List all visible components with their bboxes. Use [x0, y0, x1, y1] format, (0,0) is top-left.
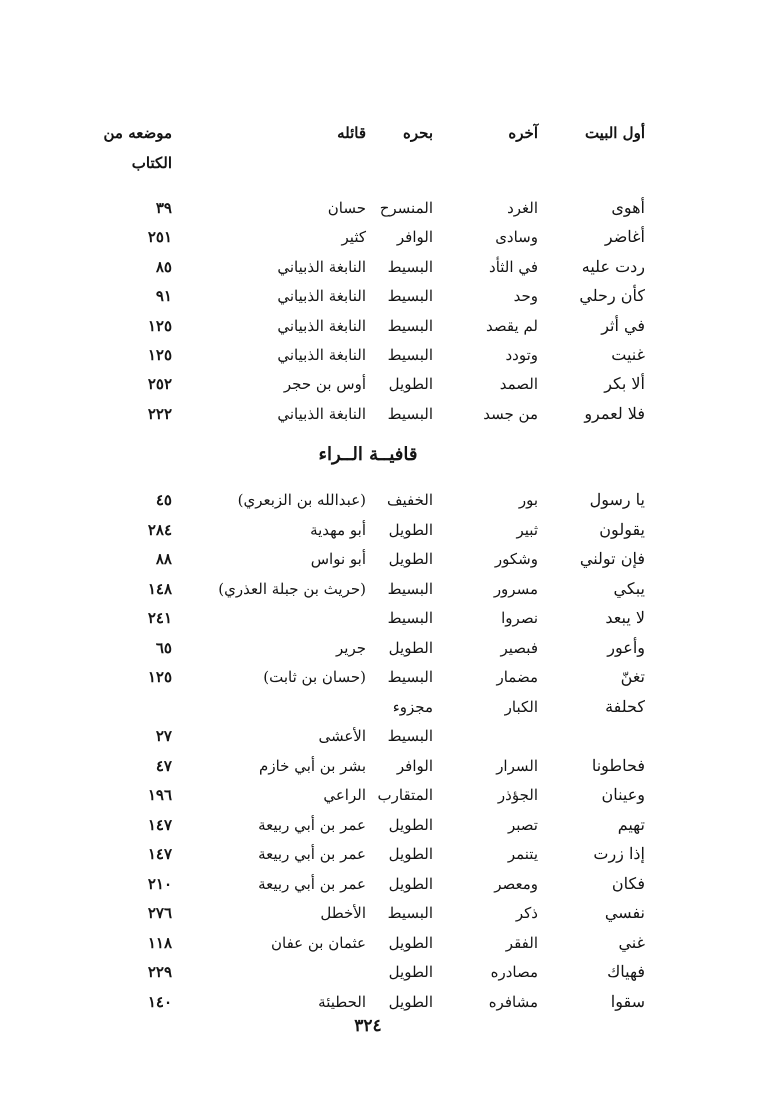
cell-poet: (عبدالله بن الزبعري)	[237, 491, 366, 509]
table-row	[0, 634, 760, 662]
cell-first-word: لا يبعد	[605, 608, 645, 627]
cell-poet: النابغة الذبياني	[277, 404, 366, 423]
table-row	[0, 341, 760, 369]
cell-page: ٢١٠	[147, 874, 172, 893]
table-row	[0, 575, 760, 603]
cell-meter: الطويل	[388, 963, 433, 981]
cell-meter: الطويل	[388, 550, 433, 568]
cell-meter: الطويل	[388, 992, 433, 1011]
cell-first-word: وأعور	[607, 637, 645, 657]
header-first-word: أول البيت	[584, 124, 645, 142]
cell-meter: البسيط	[387, 668, 433, 686]
cell-last-word: يتنمر	[507, 845, 538, 863]
cell-meter: مجزوء	[392, 697, 433, 716]
table-row	[0, 663, 760, 691]
cell-last-word: ذكر	[515, 904, 538, 922]
cell-page: ٣٩	[155, 199, 172, 217]
cell-last-word: فبصير	[500, 638, 538, 657]
cell-page: ٨٨	[155, 550, 172, 568]
table-row	[0, 988, 760, 1016]
cell-last-word: وسادى	[495, 228, 538, 247]
cell-page: ٤٥	[155, 491, 172, 509]
cell-page: ١٤٠	[147, 992, 172, 1011]
cell-first-word: غني	[618, 932, 645, 952]
cell-first-word: وعينان	[601, 785, 645, 804]
cell-first-word: يا رسول	[589, 490, 645, 509]
table-row	[0, 899, 760, 927]
table-row	[0, 194, 760, 222]
cell-meter: الوافر	[396, 756, 433, 775]
cell-page: ١٢٥	[147, 668, 172, 686]
cell-meter: المنسرح	[379, 199, 433, 217]
cell-last-word: مضمار	[496, 668, 538, 686]
cell-poet: أبو مهدية	[310, 520, 366, 539]
section-title	[0, 444, 760, 465]
cell-last-word: نصروا	[501, 609, 538, 627]
cell-last-word: ومعصر	[494, 874, 538, 893]
cell-poet: حسان	[327, 199, 366, 217]
cell-poet: النابغة الذبياني	[277, 316, 366, 335]
cell-page: ١١٨	[147, 933, 172, 952]
header-location-line1: موضعه من	[103, 124, 172, 142]
cell-meter: البسيط	[387, 346, 433, 364]
cell-poet: النابغة الذبياني	[277, 346, 366, 364]
cell-last-word: الغرد	[507, 199, 538, 217]
cell-page: ١٢٥	[147, 316, 172, 335]
cell-first-word: تغنّ	[620, 667, 645, 686]
cell-last-word: في الثأد	[489, 257, 538, 276]
cell-last-word: وحد	[513, 287, 538, 306]
cell-page: ٢٨٤	[147, 520, 172, 539]
header-meter: بحره	[403, 124, 433, 142]
cell-page: ٢٢٩	[147, 963, 172, 981]
cell-page: ١٤٧	[147, 845, 172, 863]
cell-meter: الطويل	[388, 375, 433, 394]
table-row	[0, 781, 760, 809]
cell-poet: عمر بن أبي ربيعة	[258, 874, 366, 893]
cell-poet: (حريث بن جبلة العذري)	[218, 579, 366, 598]
header-last-word: آخره	[508, 124, 538, 142]
cell-meter: الطويل	[388, 520, 433, 539]
table-row	[0, 870, 760, 898]
table-row	[0, 840, 760, 868]
header-location-line2: الكتاب	[131, 154, 172, 172]
cell-poet: الراعي	[323, 786, 366, 804]
cell-meter: المتقارب	[377, 786, 433, 804]
cell-last-word: مسرور	[493, 579, 538, 598]
cell-page: ٢٥٢	[147, 375, 172, 394]
cell-poet: كثير	[341, 228, 366, 247]
table-row	[0, 752, 760, 780]
cell-first-word: ألا بكر	[604, 374, 645, 394]
cell-poet: عمر بن أبي ربيعة	[258, 815, 366, 834]
table-row	[0, 486, 760, 514]
cell-first-word: في أثر	[601, 315, 645, 335]
cell-page: ٨٥	[155, 257, 172, 276]
table-row	[0, 545, 760, 573]
cell-last-word: مصادره	[490, 963, 538, 981]
cell-first-word: فكان	[611, 873, 645, 893]
table-row	[0, 722, 760, 750]
cell-last-word: بور	[518, 491, 538, 509]
cell-poet: (حسان بن ثابت)	[263, 668, 366, 686]
cell-meter: الطويل	[388, 638, 433, 657]
cell-page: ٩١	[155, 287, 172, 306]
cell-page: ١٤٨	[147, 579, 172, 598]
cell-page: ١٩٦	[147, 786, 172, 804]
cell-poet: بشر بن أبي خازم	[259, 756, 366, 775]
cell-meter: الوافر	[396, 228, 433, 247]
cell-page: ١٢٥	[147, 346, 172, 364]
table-row	[0, 516, 760, 544]
cell-page: ٢٧٦	[147, 904, 172, 922]
table-row	[0, 693, 760, 721]
cell-poet: أوس بن حجر	[283, 375, 366, 394]
section-title-text: قافيــة الــراء	[318, 444, 418, 465]
cell-first-word: كحلفة	[605, 696, 645, 716]
cell-first-word: أغاضر	[604, 227, 645, 247]
cell-page: ٤٧	[155, 756, 172, 775]
table-row	[0, 312, 760, 340]
cell-last-word: لم يقصد	[486, 316, 538, 335]
cell-first-word: نفسي	[604, 903, 645, 922]
cell-first-word: يقولون	[599, 519, 645, 539]
cell-first-word: فهياك	[607, 962, 645, 981]
table-row	[0, 370, 760, 398]
cell-meter: البسيط	[387, 579, 433, 598]
cell-poet: الأخطل	[320, 904, 366, 922]
cell-page: ١٤٧	[147, 815, 172, 834]
cell-meter: الطويل	[388, 845, 433, 863]
cell-poet: الأعشى	[318, 727, 366, 745]
cell-first-word: تهيم	[617, 814, 645, 834]
cell-meter: الطويل	[388, 874, 433, 893]
table-row	[0, 253, 760, 281]
cell-page: ٢٥١	[147, 228, 172, 247]
cell-poet: النابغة الذبياني	[277, 257, 366, 276]
cell-last-word: الفقر	[505, 933, 538, 952]
cell-last-word: الجؤذر	[497, 786, 538, 804]
cell-first-word: فلا لعمرو	[584, 403, 645, 423]
page-number-text: ٣٢٤	[354, 1016, 382, 1036]
cell-last-word: وتودد	[505, 346, 538, 364]
cell-page: ٢٤١	[147, 609, 172, 627]
cell-last-word: الكبار	[504, 697, 538, 716]
table-row	[0, 223, 760, 251]
cell-last-word: السرار	[496, 756, 538, 775]
cell-meter: الطويل	[388, 815, 433, 834]
cell-first-word: فإن تولني	[579, 549, 645, 568]
table-row	[0, 811, 760, 839]
header-poet: قائله	[337, 124, 366, 142]
cell-last-word: وشكور	[494, 550, 538, 568]
cell-first-word: ردت عليه	[581, 256, 645, 276]
cell-first-word: كأن رحلي	[579, 286, 645, 306]
cell-last-word: الصمد	[499, 375, 538, 394]
cell-last-word: تصبر	[508, 815, 538, 834]
cell-first-word: أهوى	[611, 198, 645, 217]
cell-last-word: من جسد	[483, 404, 538, 423]
cell-poet: عثمان بن عفان	[271, 933, 366, 952]
cell-meter: البسيط	[387, 727, 433, 745]
header-location	[104, 118, 172, 178]
cell-first-word: غنيت	[611, 345, 645, 364]
cell-first-word: فحاطونا	[591, 755, 645, 775]
cell-meter: الطويل	[388, 933, 433, 952]
cell-meter: البسيط	[387, 287, 433, 306]
table-row	[0, 958, 760, 986]
cell-poet: عمر بن أبي ربيعة	[258, 845, 366, 863]
cell-first-word: إذا زرت	[593, 844, 645, 863]
cell-last-word: مشافره	[488, 992, 538, 1011]
cell-meter: البسيط	[387, 404, 433, 423]
cell-poet: جرير	[336, 638, 366, 657]
cell-first-word: يبكي	[613, 578, 645, 598]
cell-meter: البسيط	[387, 257, 433, 276]
table-row	[0, 282, 760, 310]
cell-page: ٢٢٢	[147, 404, 172, 423]
page-number	[0, 1016, 760, 1036]
table-row	[0, 929, 760, 957]
cell-first-word: سقوا	[610, 991, 645, 1011]
cell-last-word: ثبير	[516, 520, 538, 539]
cell-meter: الخفيف	[386, 491, 433, 509]
cell-page: ٢٧	[155, 727, 172, 745]
cell-meter: البسيط	[387, 904, 433, 922]
cell-poet: النابغة الذبياني	[277, 287, 366, 306]
cell-page: ٦٥	[155, 638, 172, 657]
cell-meter: البسيط	[387, 316, 433, 335]
cell-poet: أبو نواس	[310, 550, 366, 568]
cell-poet: الحطيئة	[318, 992, 366, 1011]
table-row	[0, 604, 760, 632]
cell-meter: البسيط	[387, 609, 433, 627]
table-row	[0, 400, 760, 428]
